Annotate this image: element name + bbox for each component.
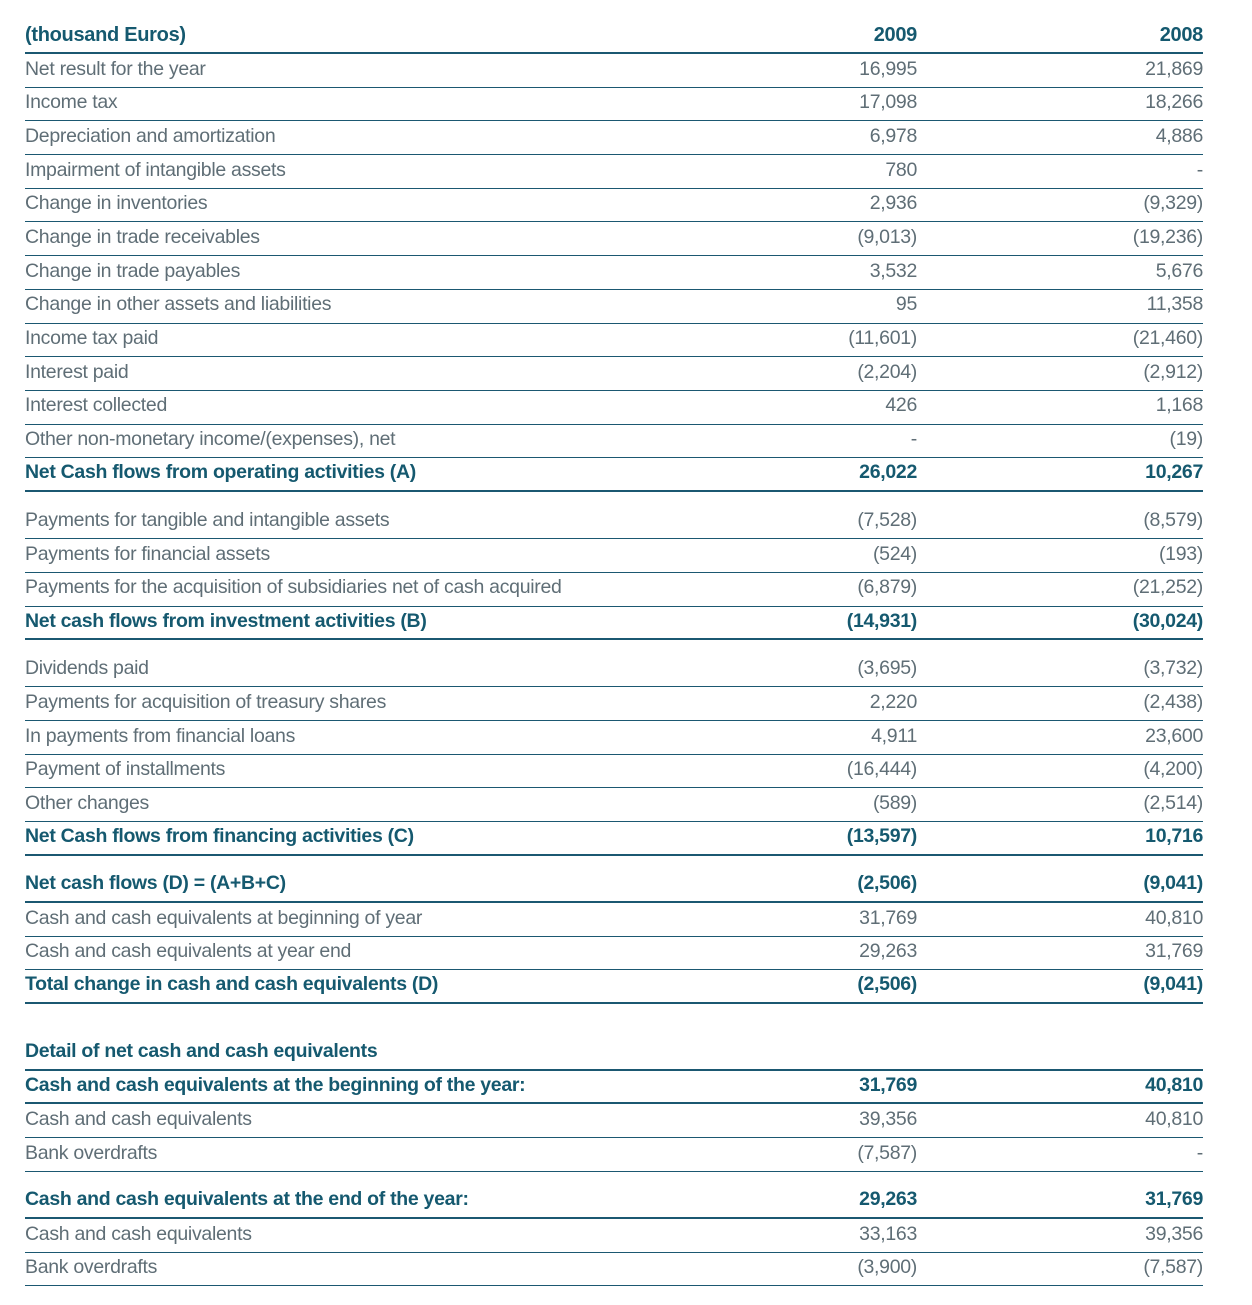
value-2008: 40,810 bbox=[1145, 1073, 1203, 1096]
value-2009: (14,931) bbox=[846, 609, 917, 632]
table-row bbox=[25, 1104, 1203, 1138]
value-2009: (13,597) bbox=[846, 825, 917, 848]
value-2009: (16,444) bbox=[846, 758, 917, 781]
row-label: Income tax paid bbox=[25, 327, 159, 350]
value-2008: 10,716 bbox=[1145, 825, 1203, 848]
value-2009: 39,356 bbox=[859, 1108, 917, 1131]
row-label: Payments for tangible and intangible assets bbox=[25, 509, 390, 532]
value-2008: (19) bbox=[1169, 428, 1203, 451]
value-2009: 17,098 bbox=[859, 91, 917, 114]
value-2008: 40,810 bbox=[1145, 906, 1203, 929]
value-2008: (9,329) bbox=[1143, 192, 1203, 215]
row-label: Change in inventories bbox=[25, 192, 208, 215]
row-label: Bank overdrafts bbox=[25, 1141, 158, 1164]
table-row bbox=[25, 1253, 1203, 1287]
table-row bbox=[25, 458, 1203, 492]
value-2008: 11,358 bbox=[1146, 293, 1203, 316]
value-2008: 1,168 bbox=[1155, 394, 1203, 417]
value-2009: 31,769 bbox=[859, 906, 917, 929]
table-row bbox=[25, 822, 1203, 856]
table-row bbox=[25, 155, 1203, 189]
value-2008: (193) bbox=[1158, 542, 1203, 565]
row-label: Depreciation and amortization bbox=[25, 124, 276, 147]
value-2009: 2,220 bbox=[869, 690, 917, 713]
table-row bbox=[25, 1185, 1203, 1219]
value-2009: 26,022 bbox=[859, 461, 917, 484]
value-2009: 31,769 bbox=[859, 1073, 917, 1096]
value-2008: - bbox=[1196, 158, 1203, 181]
table-row bbox=[25, 721, 1203, 755]
value-2009: 3,532 bbox=[869, 259, 917, 282]
row-label: Net result for the year bbox=[25, 57, 206, 80]
value-2009: 780 bbox=[885, 158, 917, 181]
row-label: Change in trade receivables bbox=[25, 226, 260, 249]
table-row bbox=[25, 357, 1203, 391]
table-row bbox=[25, 121, 1203, 155]
value-2009: - bbox=[910, 428, 917, 451]
value-2008: (3,732) bbox=[1143, 657, 1203, 680]
table-row bbox=[25, 1138, 1203, 1172]
value-2009: (7,528) bbox=[857, 509, 917, 532]
table-row bbox=[25, 256, 1203, 290]
section-heading-row bbox=[25, 1037, 1203, 1071]
row-label: Payments for the acquisition of subsidiaries net of cash acquired bbox=[25, 576, 562, 599]
row-label: Bank overdrafts bbox=[25, 1256, 158, 1279]
value-2008: (8,579) bbox=[1143, 509, 1203, 532]
row-label: Payments for financial assets bbox=[25, 542, 270, 565]
row-label: Cash and cash equivalents at the end of the year: bbox=[25, 1188, 469, 1211]
table-row bbox=[25, 189, 1203, 223]
value-2008: (9,041) bbox=[1143, 973, 1203, 996]
table-row bbox=[25, 539, 1203, 573]
value-2009: 95 bbox=[895, 293, 917, 316]
value-2009: (9,013) bbox=[857, 226, 917, 249]
value-2008: 10,267 bbox=[1145, 461, 1203, 484]
value-2008: 18,266 bbox=[1145, 91, 1203, 114]
table-row bbox=[25, 88, 1203, 122]
table-row bbox=[25, 1071, 1203, 1105]
value-2009: (6,879) bbox=[857, 576, 917, 599]
value-2009: 16,995 bbox=[859, 57, 917, 80]
row-label: Other changes bbox=[25, 792, 150, 815]
value-2009 bbox=[749, 1052, 917, 1054]
row-label: Change in other assets and liabilities bbox=[25, 293, 332, 316]
row-label: Cash and cash equivalents at year end bbox=[25, 940, 352, 963]
value-2008: (2,912) bbox=[1143, 360, 1203, 383]
row-label: Detail of net cash and cash equivalents bbox=[25, 1040, 378, 1063]
table-row bbox=[25, 937, 1203, 971]
value-2008: - bbox=[1196, 1141, 1203, 1164]
value-2008: (21,460) bbox=[1132, 327, 1203, 350]
value-2009: (589) bbox=[872, 792, 917, 815]
section-gap bbox=[25, 1004, 1203, 1037]
value-2009: 426 bbox=[885, 394, 917, 417]
row-label: Net Cash flows from operating activities (A) bbox=[25, 461, 416, 484]
row-label: Income tax bbox=[25, 91, 118, 114]
table-row bbox=[25, 425, 1203, 459]
row-label: Payment of installments bbox=[25, 758, 226, 781]
table-body bbox=[25, 54, 1203, 1286]
table-row bbox=[25, 573, 1203, 607]
value-2009: (7,587) bbox=[857, 1141, 917, 1164]
value-2009: 29,263 bbox=[859, 940, 917, 963]
table-row bbox=[25, 505, 1203, 539]
value-2009: 6,978 bbox=[869, 124, 917, 147]
row-label: Other non-monetary income/(expenses), net bbox=[25, 428, 396, 451]
row-label: Payments for acquisition of treasury shares bbox=[25, 690, 387, 713]
value-2009: 4,911 bbox=[871, 724, 917, 747]
value-2009: 33,163 bbox=[859, 1222, 917, 1245]
row-label: Impairment of intangible assets bbox=[25, 158, 286, 181]
value-2009: (3,695) bbox=[857, 657, 917, 680]
value-2009: (11,601) bbox=[848, 327, 917, 350]
value-2008: (4,200) bbox=[1143, 758, 1203, 781]
value-2008: (9,041) bbox=[1143, 872, 1203, 895]
value-2009: (2,204) bbox=[857, 360, 917, 383]
value-2009: (2,506) bbox=[857, 973, 917, 996]
section-gap bbox=[25, 1172, 1203, 1186]
section-gap bbox=[25, 856, 1203, 870]
table-header-row bbox=[25, 20, 1203, 54]
value-2009: (2,506) bbox=[857, 872, 917, 895]
row-label: Cash and cash equivalents bbox=[25, 1108, 252, 1131]
table-row bbox=[25, 290, 1203, 324]
row-label: Cash and cash equivalents bbox=[25, 1222, 252, 1245]
table-row bbox=[25, 324, 1203, 358]
table-row bbox=[25, 970, 1203, 1004]
value-2008: 31,769 bbox=[1145, 1188, 1203, 1211]
value-2008: 40,810 bbox=[1145, 1108, 1203, 1131]
value-2008: 21,869 bbox=[1145, 57, 1203, 80]
section-gap bbox=[25, 640, 1203, 654]
row-label: Net Cash flows from financing activities (C) bbox=[25, 825, 414, 848]
value-2008: 23,600 bbox=[1145, 724, 1203, 747]
table-row bbox=[25, 903, 1203, 937]
row-label: In payments from financial loans bbox=[25, 724, 296, 747]
value-2009: 29,263 bbox=[859, 1188, 917, 1211]
table-row bbox=[25, 654, 1203, 688]
row-label: Cash and cash equivalents at the beginning of the year: bbox=[25, 1073, 526, 1096]
value-2008 bbox=[917, 1052, 1203, 1054]
table-row bbox=[25, 607, 1203, 641]
unit-label: (thousand Euros) bbox=[25, 24, 186, 46]
row-label: Interest paid bbox=[25, 360, 129, 383]
table-row bbox=[25, 869, 1203, 903]
value-2009: 2,936 bbox=[869, 192, 917, 215]
value-2009: (524) bbox=[872, 542, 917, 565]
table-row bbox=[25, 755, 1203, 789]
table-row bbox=[25, 687, 1203, 721]
row-label: Total change in cash and cash equivalents (D) bbox=[25, 973, 439, 996]
row-label: Interest collected bbox=[25, 394, 168, 417]
table-row bbox=[25, 391, 1203, 425]
value-2009: (3,900) bbox=[857, 1256, 917, 1279]
year-column-header-2009: 2009 bbox=[873, 24, 917, 46]
row-label: Net cash flows (D) = (A+B+C) bbox=[25, 872, 286, 895]
value-2008: (2,514) bbox=[1143, 792, 1203, 815]
table-row bbox=[25, 788, 1203, 822]
row-label: Dividends paid bbox=[25, 657, 149, 680]
value-2008: 5,676 bbox=[1155, 259, 1203, 282]
table-row bbox=[25, 222, 1203, 256]
section-gap bbox=[25, 492, 1203, 506]
value-2008: 4,886 bbox=[1155, 124, 1203, 147]
value-2008: (2,438) bbox=[1143, 690, 1203, 713]
value-2008: (21,252) bbox=[1132, 576, 1203, 599]
row-label: Change in trade payables bbox=[25, 259, 241, 282]
row-label: Net cash flows from investment activities (B) bbox=[25, 609, 427, 632]
table-row bbox=[25, 54, 1203, 88]
value-2008: 31,769 bbox=[1145, 940, 1203, 963]
value-2008: (7,587) bbox=[1143, 1256, 1203, 1279]
row-label: Cash and cash equivalents at beginning of year bbox=[25, 906, 423, 929]
year-column-header-2008: 2008 bbox=[1159, 24, 1203, 46]
table-row bbox=[25, 1219, 1203, 1253]
value-2008: (19,236) bbox=[1132, 226, 1203, 249]
value-2008: (30,024) bbox=[1132, 609, 1203, 632]
value-2008: 39,356 bbox=[1145, 1222, 1203, 1245]
